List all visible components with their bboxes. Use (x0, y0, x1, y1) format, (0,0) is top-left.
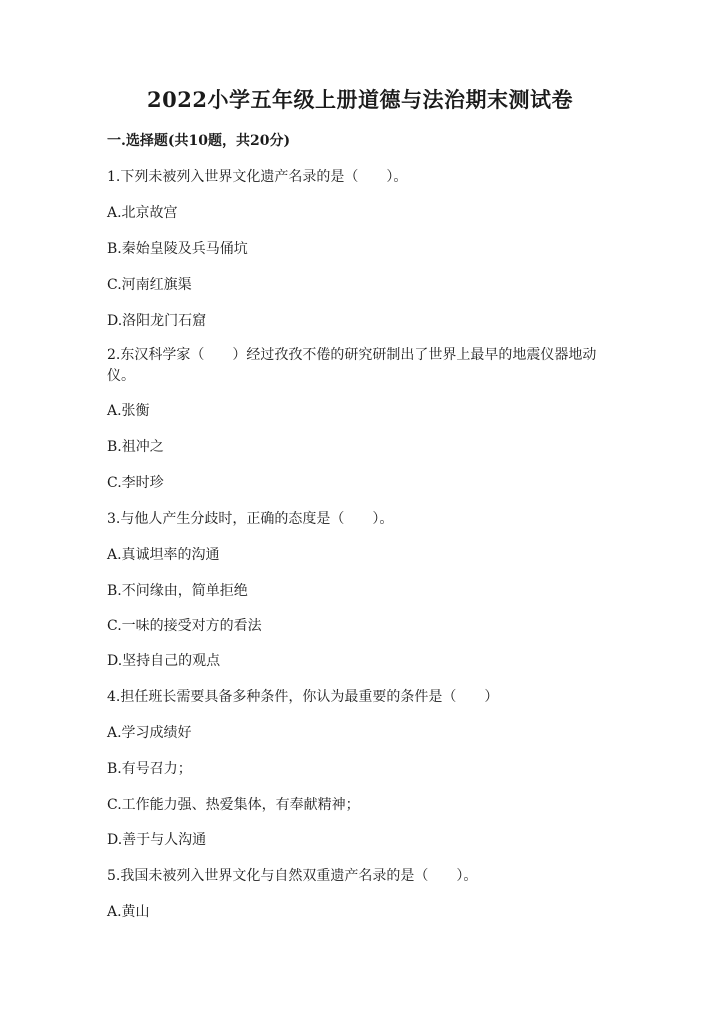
question-3-stem: 3.与他人产生分歧时，正确的态度是（ ）。 (107, 511, 394, 527)
question-2-option-a: A.张衡 (107, 403, 150, 419)
question-3-option-d: D.坚持自己的观点 (107, 653, 221, 669)
question-4-stem: 4.担任班长需要具备多种条件，你认为最重要的条件是（ ） (107, 689, 499, 705)
question-3-option-c: C.一味的接受对方的看法 (107, 618, 262, 634)
question-1-stem: 1.下列未被列入世界文化遗产名录的是（ ）。 (107, 169, 408, 185)
question-4-option-a: A.学习成绩好 (107, 725, 192, 741)
question-2-option-b: B.祖冲之 (107, 439, 164, 455)
question-4-option-b: B.有号召力； (107, 761, 192, 777)
question-3-option-a: A.真诚坦率的沟通 (107, 547, 220, 563)
question-3-option-b: B.不问缘由，简单拒绝 (107, 583, 248, 599)
question-1-option-b: B.秦始皇陵及兵马俑坑 (107, 241, 248, 257)
question-2-stem: 2.东汉科学家（ ）经过孜孜不倦的研究研制出了世界上最早的地震仪器地动仪。 (107, 347, 597, 384)
question-2-option-c: C.李时珍 (107, 475, 164, 491)
question-1-option-c: C.河南红旗渠 (107, 277, 192, 293)
question-4-option-d: D.善于与人沟通 (107, 832, 207, 848)
question-1-option-d: D.洛阳龙门石窟 (107, 313, 207, 329)
question-4-option-c: C.工作能力强、热爱集体，有奉献精神； (107, 797, 360, 813)
question-5-option-a: A.黄山 (107, 904, 150, 920)
question-5-stem: 5.我国未被列入世界文化与自然双重遗产名录的是（ ）。 (107, 868, 478, 884)
section-heading: 一.选择题(共10题，共20分) (107, 133, 291, 149)
question-1-option-a: A.北京故宫 (107, 205, 178, 221)
page-title: 2022小学五年级上册道德与法治期末测试卷 (147, 87, 573, 112)
